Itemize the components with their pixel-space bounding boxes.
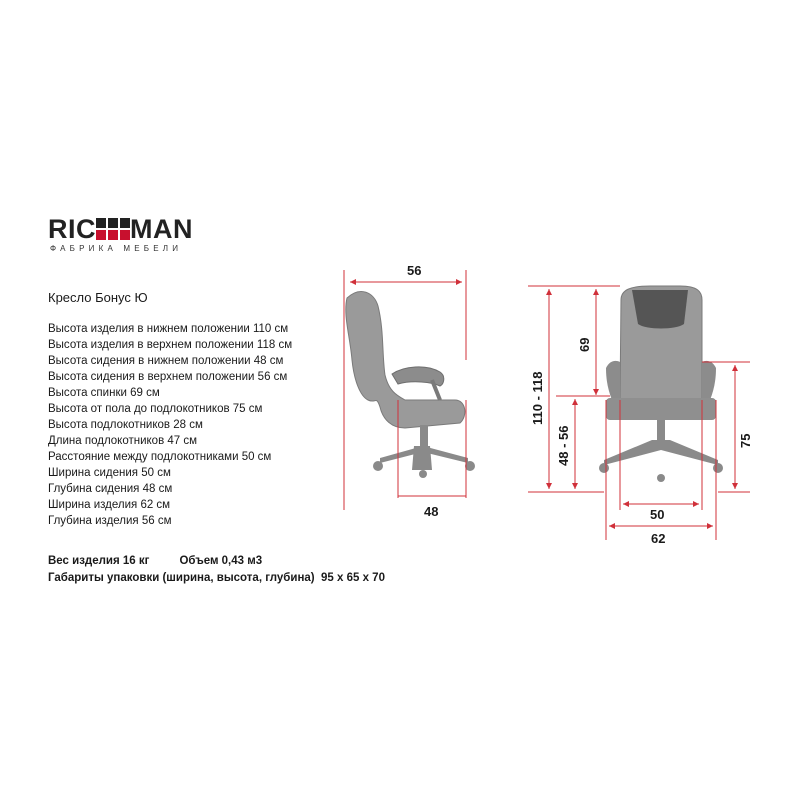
logo-tagline: ФАБРИКА МЕБЕЛИ xyxy=(50,244,183,253)
front-dim-seat-width-label: 50 xyxy=(650,507,665,522)
front-base xyxy=(604,440,718,465)
volume-text: Объем 0,43 м3 xyxy=(179,555,263,567)
front-seat xyxy=(606,398,716,420)
side-gas-column xyxy=(420,425,428,447)
side-caster xyxy=(373,461,383,471)
spec-item: Высота изделия в верхнем положении 118 см xyxy=(48,339,293,351)
package-value: 95 х 65 х 70 xyxy=(321,572,385,584)
front-view-chair xyxy=(599,286,723,482)
front-dim-total-width-label: 62 xyxy=(651,531,666,546)
front-gas-column xyxy=(657,420,665,442)
side-dim-56-label: 56 xyxy=(407,263,422,278)
logo-text-part1: RIC xyxy=(48,214,96,244)
weight-text: Вес изделия 16 кг xyxy=(48,555,150,567)
package-label: Габариты упаковки (ширина, высота, глубина) xyxy=(48,572,315,584)
front-caster xyxy=(713,463,723,473)
spec-item: Высота сидения в верхнем положении 56 см xyxy=(48,371,288,383)
product-title: Кресло Бонус Ю xyxy=(48,290,148,305)
spec-item: Высота от пола до подлокотников 75 см xyxy=(48,403,263,415)
spec-item: Высота изделия в нижнем положении 110 см xyxy=(48,323,289,335)
spec-item: Ширина изделия 62 см xyxy=(48,499,171,511)
side-chair-body xyxy=(346,292,465,428)
front-caster xyxy=(657,474,665,482)
side-view-chair xyxy=(346,292,475,478)
spec-item: Высота спинки 69 см xyxy=(48,387,160,399)
front-dim-back-height-label: 69 xyxy=(577,337,592,352)
front-headrest xyxy=(632,290,688,329)
spec-item: Расстояние между подлокотниками 50 см xyxy=(48,451,272,463)
side-caster xyxy=(419,470,427,478)
side-dim-48-label: 48 xyxy=(424,504,439,519)
front-dim-seat-height-label: 48 - 56 xyxy=(556,425,571,466)
side-armrest xyxy=(392,367,444,386)
spec-item: Высота сидения в нижнем положении 48 см xyxy=(48,355,284,367)
spec-item: Ширина сидения 50 см xyxy=(48,467,171,479)
front-dim-arm-height-label: 75 xyxy=(738,433,753,448)
front-caster xyxy=(599,463,609,473)
front-armrest-right xyxy=(702,361,716,400)
spec-item: Высота подлокотников 28 см xyxy=(48,419,203,431)
front-armrest-left xyxy=(606,361,620,400)
spec-item: Глубина изделия 56 см xyxy=(48,515,172,527)
front-dim-total-height-label: 110 - 118 xyxy=(530,371,545,425)
spec-item: Длина подлокотников 47 см xyxy=(48,435,198,447)
logo-text-part3: MAN xyxy=(130,214,193,244)
spec-item: Глубина сидения 48 см xyxy=(48,483,173,495)
side-base-center xyxy=(412,446,432,470)
